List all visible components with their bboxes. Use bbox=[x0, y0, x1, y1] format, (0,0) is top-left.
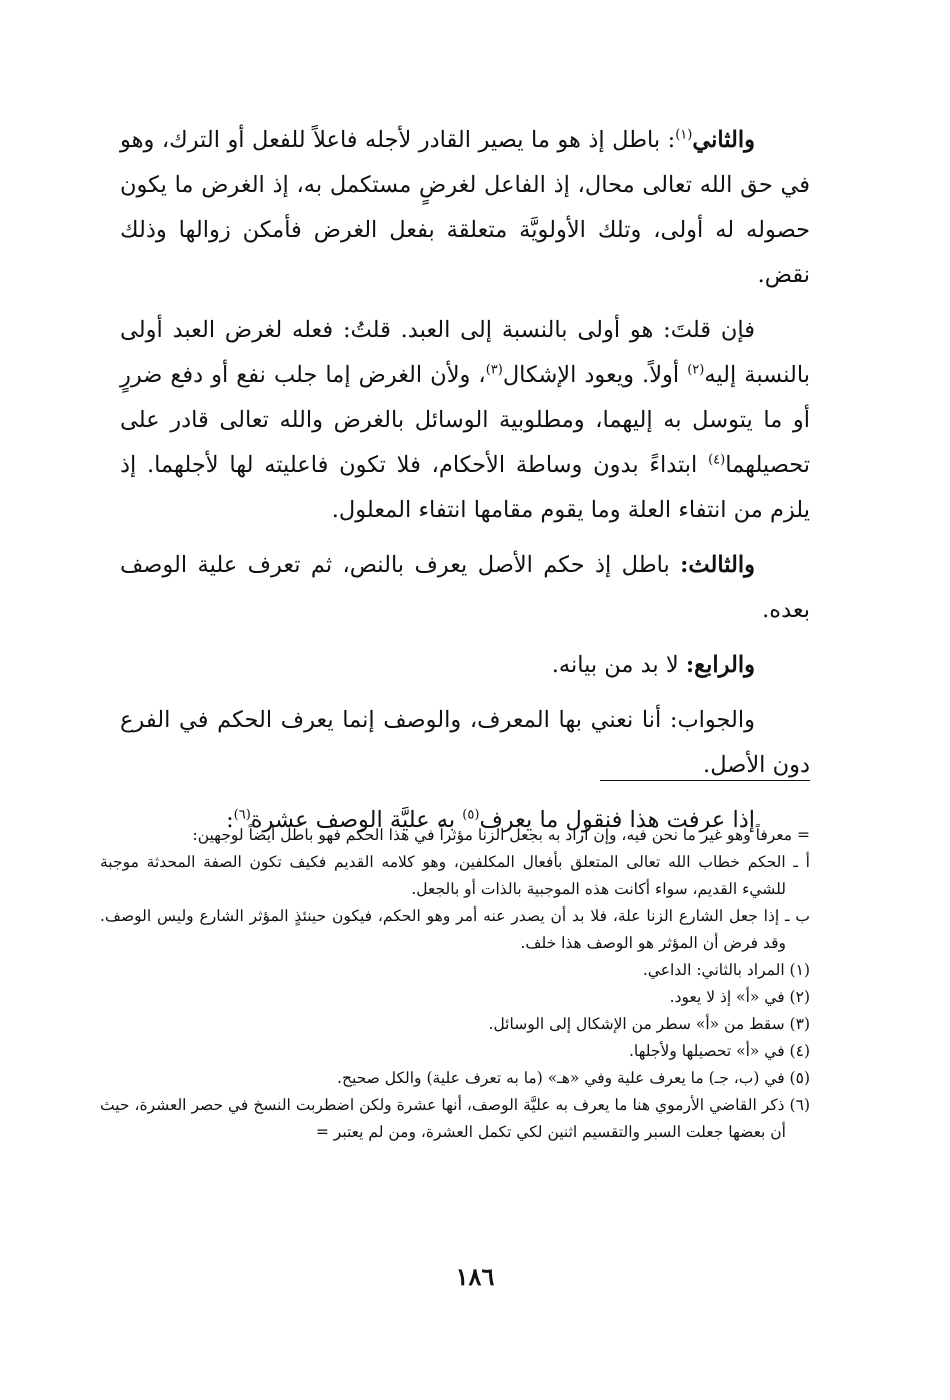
paragraph-objection-part-c: ، ولأن الغرض إما جلب نفع أو دفع ضررٍ أو ما يتوسل به إليهما، ومطلوبية الوسائل بالغرض والله تعالى قادر على تحصيلهما bbox=[120, 362, 810, 478]
footnote-ref-3[interactable]: (٣) bbox=[485, 362, 503, 378]
footnote-ref-1[interactable]: (١) bbox=[675, 127, 693, 143]
page-number: ١٨٦ bbox=[455, 1262, 495, 1291]
paragraph-third bbox=[120, 543, 810, 633]
paragraph-objection bbox=[120, 308, 810, 533]
paragraph-answer: والجواب: أنا نعني بها المعرف، والوصف إنما يعرف الحكم في الفرع دون الأصل. bbox=[120, 707, 810, 778]
footnote-ref-5[interactable]: (٥) bbox=[462, 807, 480, 823]
footnote-ref-2[interactable]: (٢) bbox=[687, 362, 705, 378]
paragraph-conclusion-part-c: : bbox=[226, 807, 234, 833]
footnote-5: (٥) في (ب، جـ) ما يعرف علية وفي «هـ» (ما به تعرف علية) والكل صحيح. bbox=[337, 1069, 810, 1087]
paragraph-objection-part-d: ابتداءً بدون وساطة الأحكام، فلا تكون فاعليته لها لأجلهما. إذ يلزم من انتفاء العلة وما يقوم مقامها انتفاء المعلول. bbox=[120, 452, 810, 523]
footnote-continuation-b: ب ـ إذا جعل الشارع الزنا علة، فلا بد أن يصدر عنه أمر وهو الحكم، فيكون حينئذٍ المؤثر الشارع وليس الوصف. وقد فرض أن المؤثر هو الوصف هذا خلف. bbox=[100, 907, 810, 952]
paragraph-objection-part-b: أولاً. ويعود الإشكال bbox=[502, 362, 688, 388]
footnote-ref-6[interactable]: (٦) bbox=[233, 807, 251, 823]
footnote-2: (٢) في «أ» إذ لا يعود. bbox=[669, 988, 810, 1006]
paragraph-third-text: باطل إذ حكم الأصل يعرف بالنص، ثم تعرف علية الوصف بعده. bbox=[120, 552, 810, 623]
heading-second: والثاني bbox=[692, 127, 755, 153]
footnote-4: (٤) في «أ» تحصيلها ولأجلها. bbox=[628, 1042, 810, 1060]
main-text bbox=[120, 118, 810, 853]
paragraph-conclusion-part-a: إذا عرفت هذا فنقول ما يعرف bbox=[479, 807, 755, 833]
heading-third: والثالث: bbox=[680, 552, 755, 578]
footnote-6: (٦) ذكر القاضي الأرموي هنا ما يعرف به عليَّة الوصف، أنها عشرة ولكن اضطربت النسخ في حصر العشرة، حيث أن بعضها جعلت السبر والتقسيم اثنين لكي تكمل العشرة، ومن لم يعتبر = bbox=[100, 1096, 810, 1141]
paragraph-objection-part-a: فإن قلتَ: هو أولى بالنسبة إلى العبد. قلتُ: فعله لغرض العبد أولى بالنسبة إليه bbox=[120, 317, 810, 388]
paragraph-fourth-text: لا بد من بيانه. bbox=[551, 652, 686, 678]
footnote-continuation: = معرفاً وهو غير ما نحن فيه، وإن أراد به بجعل الزنا مؤثراً في هذا الحكم فهو باطل أيضاً لوجهين: bbox=[192, 826, 810, 844]
footnote-continuation-a: أ ـ الحكم خطاب الله تعالى المتعلق بأفعال المكلفين، وهو كلامه القديم فكيف تكون الصفة المحدثة موجبة للشيء القديم، سواء أكانت هذه الموجبية بالذات أو بالجعل. bbox=[100, 853, 810, 898]
heading-fourth: والرابع: bbox=[685, 652, 755, 678]
paragraph-second-text: : باطل إذ هو ما يصير القادر لأجله فاعلاً للفعل أو الترك، وهو في حق الله تعالى محال، إذ الفاعل لغرضٍ مستكمل به، إذ الغرض ما يكون حصوله له أولى، وتلك الأولويَّة متعلقة بفعل الغرض فأمكن زوالها وذلك نقض. bbox=[120, 127, 810, 288]
footnote-ref-4[interactable]: (٤) bbox=[708, 452, 726, 468]
paragraph-fourth bbox=[120, 643, 810, 688]
footnote-separator bbox=[600, 780, 810, 781]
paragraph-conclusion-part-b: به عليَّة الوصف عشرة bbox=[250, 807, 463, 833]
footnote-3: (٣) سقط من «أ» سطر من الإشكال إلى الوسائل. bbox=[488, 1015, 810, 1033]
paragraph-second bbox=[120, 118, 810, 298]
footnote-1: (١) المراد بالثاني: الداعي. bbox=[642, 961, 810, 979]
footnotes bbox=[100, 822, 810, 1146]
